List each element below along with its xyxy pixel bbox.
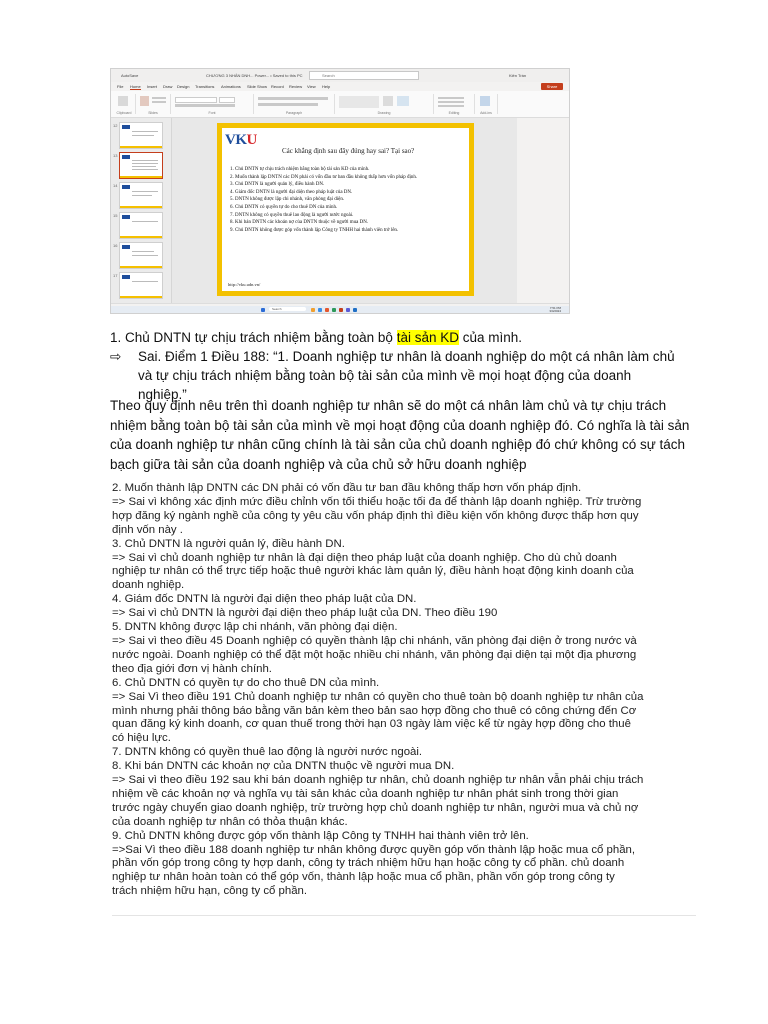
slide-thumb-selected: 13 bbox=[119, 152, 163, 179]
slide-title: Các khẳng định sau đây đúng hay sai? Tại sao? bbox=[282, 147, 415, 155]
ribbon-group-font: Font bbox=[171, 94, 254, 114]
slide-canvas bbox=[172, 118, 517, 303]
slide-item: 4. Giám đốc DNTN là người đại diện theo pháp luật của DN. bbox=[235, 189, 467, 197]
answer-line: phần vốn góp trong công ty hợp danh, công ty trách nhiệm hữu hạn hoặc công ty cổ phần. chủ doanh bbox=[112, 857, 625, 870]
autosave-label: AutoSave bbox=[121, 73, 139, 78]
taskbar-app-icon bbox=[339, 308, 343, 312]
answer-1-text: Sai. Điểm 1 Điều 188: “1. Doanh nghiệp tư nhân là doanh nghiệp do một cá nhân làm chủ và tự chịu trách nhiệm bằng toàn bộ tài sản của mình về mọi hoạt động của doanh nghiệp.” bbox=[138, 349, 675, 402]
answer-line: => Sai vì theo điều 45 Doanh nghiệp có quyền thành lập chi nhánh, văn phòng đại diện ở trong nước và bbox=[112, 634, 637, 647]
menu-animations: Animations bbox=[221, 84, 241, 89]
taskbar-app-icon bbox=[318, 308, 322, 312]
ppt-ribbon bbox=[111, 91, 569, 118]
menu-view: View bbox=[307, 84, 316, 89]
powerpoint-screenshot bbox=[110, 68, 570, 314]
explanation-paragraph: Theo quy định nêu trên thì doanh nghiệp tư nhân sẽ do một cá nhân làm chủ và tự chịu trách nhiệm bằng toàn bộ tài sản của mình về mọi hoạt động của doanh nghiệp đó. Có nghĩa là tài sản của doanh nghiệp tư nhân cũng chính là tài sản của chủ doanh nghiệp đó chứ không có sự tách bạch giữa tài sản của doanh nghiệp và của chủ sở hữu doanh nghiệp bbox=[110, 398, 690, 472]
taskbar-app-icon bbox=[332, 308, 336, 312]
ppt-menubar bbox=[111, 82, 569, 91]
slide-item: 5. DNTN không được lập chi nhánh, văn phòng đại diện. bbox=[235, 196, 467, 204]
question-1 bbox=[110, 328, 522, 347]
question-1-suffix: của mình. bbox=[458, 330, 522, 345]
slide-item: 8. Khi bán DNTN các khoản nợ của DNTN thuộc về người mua DN. bbox=[235, 219, 467, 227]
slide-thumbnails bbox=[111, 118, 172, 303]
answer-line: =>Sai Vì theo điều 188 doanh nghiệp tư nhân không được quyền góp vốn thành lập hoặc mua cổ phần, bbox=[112, 843, 636, 856]
taskbar-app-icon bbox=[311, 308, 315, 312]
menu-slideshow: Slide Show bbox=[247, 84, 268, 89]
taskbar-app-icon bbox=[346, 308, 350, 312]
windows-taskbar bbox=[111, 306, 569, 313]
slide-thumb: 12 bbox=[119, 122, 163, 149]
taskbar-search: Search bbox=[269, 307, 306, 311]
taskbar-app-icon bbox=[353, 308, 357, 312]
answer-line: định vốn này . bbox=[112, 523, 183, 536]
ribbon-group-drawing: Drawing bbox=[335, 94, 434, 114]
answer-line: => Sai vì không xác định mức điều chỉnh vốn tối thiểu hoặc tối đa để thành lập doanh nghiệp. Trừ trường bbox=[112, 495, 642, 508]
ppt-search-placeholder: Search bbox=[322, 73, 335, 78]
slide-thumb: 15 bbox=[119, 212, 163, 239]
answer-line: 2. Muốn thành lập DNTN các DN phải có vốn đầu tư ban đầu không thấp hơn vốn pháp định. bbox=[112, 482, 582, 494]
answer-line: 6. Chủ DNTN có quyền tự do cho thuê DN của mình. bbox=[112, 676, 380, 689]
answer-line: quan đăng ký kinh doanh, cơ quan thuế trong thời hạn 03 ngày làm việc kể từ ngày hợp đồng cho thuê bbox=[112, 718, 631, 731]
ribbon-group-addins: Add-ins bbox=[475, 94, 498, 114]
menu-file: File bbox=[117, 84, 124, 89]
slide-item: 6. Chủ DNTN có quyền tự do cho thuê DN của mình. bbox=[235, 204, 467, 212]
answer-line: => Sai Vì theo điều 191 Chủ doanh nghiệp tư nhân có quyền cho thuê toàn bộ doanh nghiệp tư nhân của bbox=[112, 690, 644, 703]
answer-line: theo địa giới đơn vị hành chính. bbox=[112, 662, 272, 675]
answer-line: của doanh nghiệp tư nhân có thỏa thuận khác. bbox=[112, 815, 348, 828]
slide-thumb: 16 bbox=[119, 242, 163, 269]
slide-item: 1. Chủ DNTN tự chịu trách nhiệm bằng toàn bộ tài sản KD của mình. bbox=[235, 166, 467, 174]
current-slide bbox=[217, 123, 474, 296]
taskbar-app-icon bbox=[325, 308, 329, 312]
windows-start-icon bbox=[261, 308, 265, 312]
slide-thumb: 14 bbox=[119, 182, 163, 209]
menu-transitions: Transitions bbox=[195, 84, 215, 89]
slide-item: 2. Muốn thành lập DNTN các DN phải có vốn đầu tư ban đầu không thấp hơn vốn pháp định. bbox=[235, 174, 467, 182]
answer-line: hợp đăng ký ngành nghề của công ty yêu cầu vốn pháp định thì điều kiện vốn không được thấp hơn quy bbox=[112, 509, 639, 522]
question-1-prefix: 1. Chủ DNTN tự chịu trách nhiệm bằng toàn bộ bbox=[110, 330, 397, 345]
answer-line: mình nhưng phải thông báo bằng văn bản kèm theo bản sao hợp đồng cho thuê có công chứng đến Cơ bbox=[112, 704, 637, 717]
ribbon-group-editing: Editing bbox=[434, 94, 475, 114]
highlighted-term: tài sản KD bbox=[396, 330, 459, 345]
ppt-user-name: Kiên Trần bbox=[509, 73, 527, 78]
taskbar-clock: 7:51 PM 3/4/2024 bbox=[549, 305, 561, 313]
arrow-bullet-icon: ⇨ bbox=[110, 349, 122, 364]
ppt-share-button: Share bbox=[541, 83, 563, 90]
answer-line: 7. DNTN không có quyền thuê lao động là người nước ngoài. bbox=[112, 746, 423, 759]
answer-line: 4. Giám đốc DNTN là người đại diện theo pháp luật của DN. bbox=[112, 593, 417, 606]
slide-thumb: 17 bbox=[119, 272, 163, 299]
ppt-search-box bbox=[309, 71, 419, 80]
slide-item: 7. DNTN không có quyền thuê lao động là người nước ngoài. bbox=[235, 212, 467, 220]
answer-line: trước ngày chuyển giao doanh nghiệp, trừ trường hợp chủ doanh nghiệp tư nhân, người mua và chủ nợ bbox=[112, 801, 639, 814]
answer-line: nhiệm về các khoản nợ và nghĩa vụ tài sản khác của doanh nghiệp tư nhân phát sinh trong thời gian bbox=[112, 787, 619, 800]
answer-line: => Sai vì chủ doanh nghiệp tư nhân là đại diện theo pháp luật của doanh nghiệp. Cho dù chủ doanh bbox=[112, 551, 617, 564]
ppt-file-title: CHƯƠNG 3 NHÂN DNH... Power... • Saved to this PC bbox=[206, 73, 303, 78]
menu-review: Review bbox=[289, 84, 303, 89]
answer-line: => Sai vì theo điều 192 sau khi bán doanh nghiệp tư nhân, chủ doanh nghiệp tư nhân vẫn phải chịu trách bbox=[112, 774, 644, 787]
answer-line: nghiệp tư nhân có thể trực tiếp hoặc thuê người khác làm quản lý, điều hành hoạt động kinh doanh của bbox=[112, 565, 634, 578]
answer-line: trách nhiệm hữu hạn, công ty cổ phần. bbox=[112, 885, 308, 898]
menu-design: Design bbox=[177, 84, 190, 89]
ribbon-group-slides: Slides bbox=[136, 94, 171, 114]
ppt-right-pane bbox=[517, 118, 570, 303]
menu-help: Help bbox=[322, 84, 331, 89]
menu-record: Record bbox=[271, 84, 284, 89]
answer-line: 3. Chủ DNTN là người quản lý, điều hành DN. bbox=[112, 537, 345, 550]
slide-url: http://vku.udn.vn/ bbox=[228, 282, 261, 287]
answer-line: 5. DNTN không được lập chi nhánh, văn phòng đại diện. bbox=[112, 621, 398, 634]
answer-line: doanh nghiệp. bbox=[112, 579, 185, 592]
answer-line: 8. Khi bán DNTN các khoản nợ của DNTN thuộc về người mua DN. bbox=[112, 760, 455, 773]
answer-line: nghiệp tư nhân hoàn toàn có thể góp vốn, thành lập hoặc mua cổ phần, phần vốn góp trong công ty bbox=[112, 871, 615, 884]
answer-line: nước ngoài. Doanh nghiệp có thể đặt một hoặc nhiều chi nhánh, văn phòng đại diện tại một địa phương bbox=[112, 648, 637, 661]
answer-line: 9. Chủ DNTN không được góp vốn thành lập Công ty TNHH hai thành viên trở lên. bbox=[112, 829, 529, 842]
menu-draw: Draw bbox=[163, 84, 173, 89]
menu-insert: Insert bbox=[147, 84, 158, 89]
vku-logo: VKU bbox=[225, 132, 257, 148]
slide-statement-list bbox=[228, 166, 467, 234]
answer-line: => Sai vì chủ DNTN là người đại diện theo pháp luật của DN. Theo điều 190 bbox=[112, 607, 498, 620]
ppt-titlebar bbox=[111, 69, 569, 82]
slide-item: 9. Chủ DNTN không được góp vốn thành lập Công ty TNHH hai thành viên trở lên. bbox=[235, 227, 467, 235]
slide-item: 3. Chủ DNTN là người quản lý, điều hành DN. bbox=[235, 181, 467, 189]
ribbon-group-paragraph: Paragraph bbox=[254, 94, 335, 114]
slide-bottom-bar bbox=[217, 291, 474, 296]
ribbon-group-clipboard: Clipboard bbox=[113, 94, 136, 114]
answer-line: có hiệu lực. bbox=[112, 732, 171, 745]
answers-block bbox=[112, 482, 696, 916]
menu-home: Home bbox=[130, 84, 141, 89]
